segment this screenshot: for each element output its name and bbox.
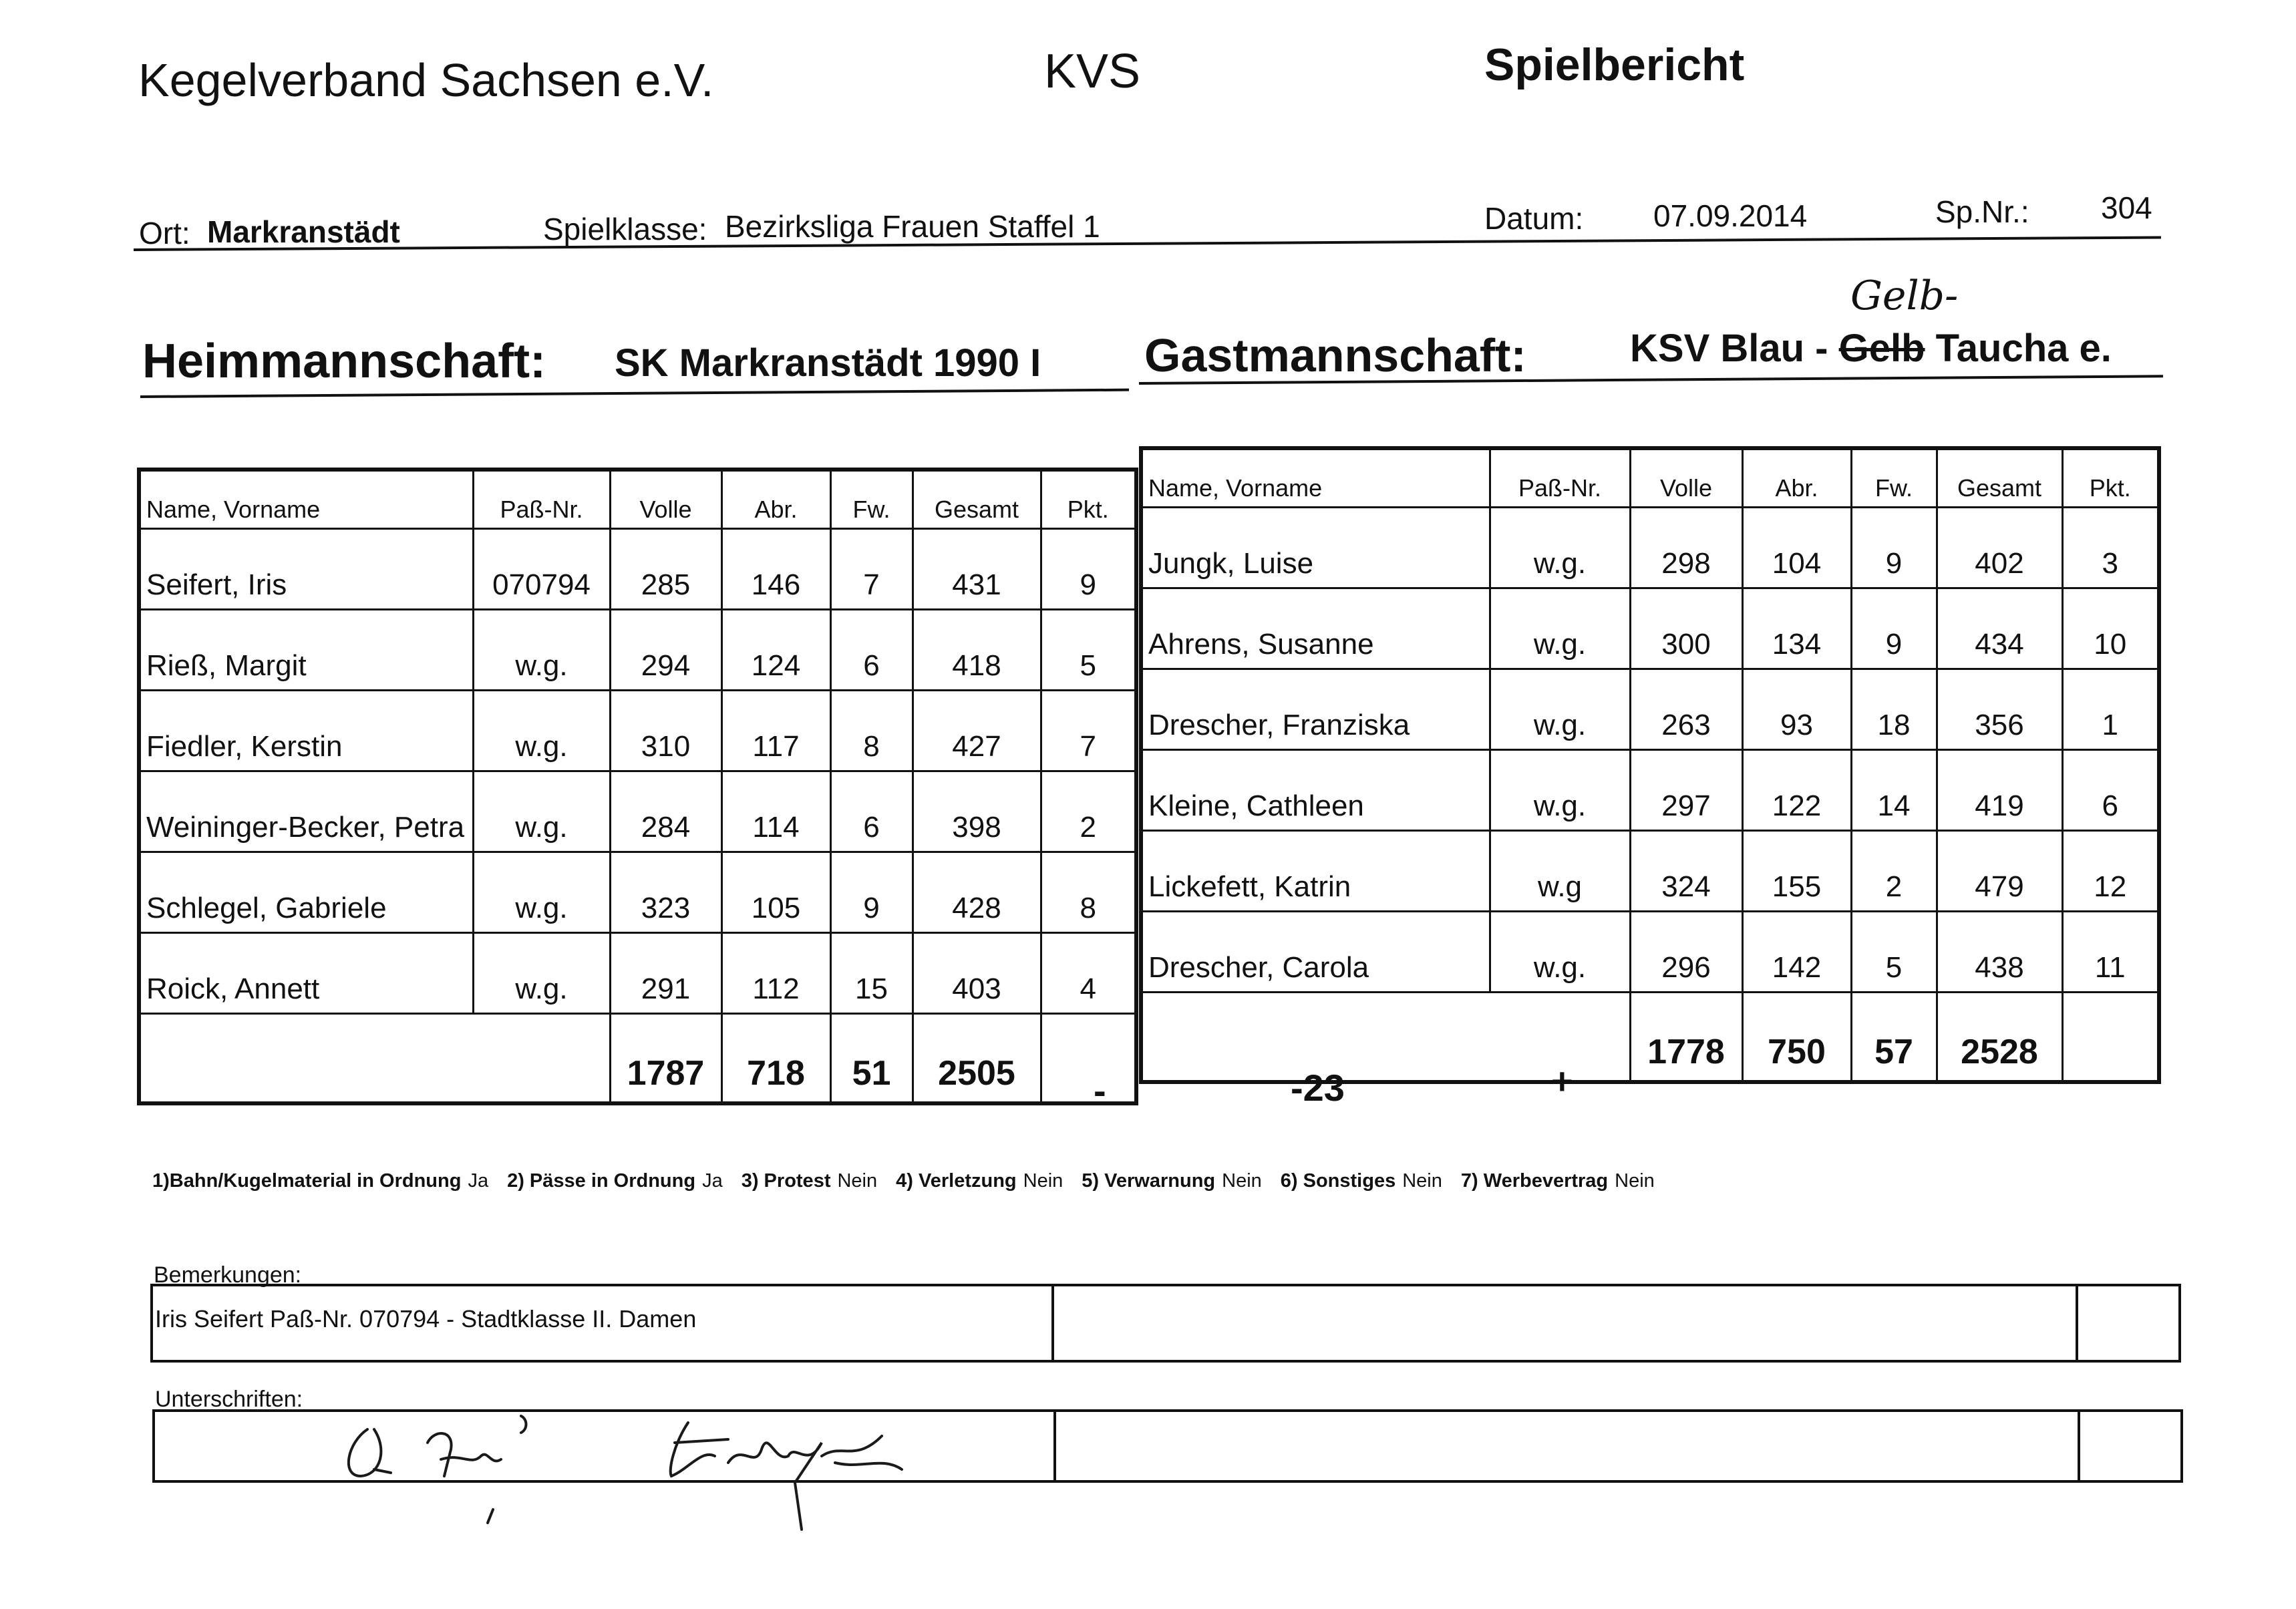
difference-minus-sign: -: [1094, 1069, 1106, 1111]
document-title: Spielbericht: [1484, 39, 1745, 90]
player-volle-cell: 298: [1630, 508, 1742, 588]
player-abr-cell: 93: [1742, 669, 1851, 750]
player-abr-cell: 134: [1742, 588, 1851, 669]
player-pass-cell: 070794: [473, 529, 610, 610]
player-volle-cell: 323: [610, 852, 721, 933]
player-fw-cell: 18: [1851, 669, 1937, 750]
guest-team-label: Gastmannschaft:: [1144, 329, 1526, 381]
spielklasse-label: Spielklasse:: [543, 212, 707, 246]
player-pkt-cell: 2: [1041, 771, 1136, 852]
player-name-cell: Lickefett, Katrin: [1141, 831, 1490, 912]
player-gesamt-cell: 402: [1937, 508, 2062, 588]
player-abr-cell: 124: [721, 610, 830, 691]
home-score-table: [137, 468, 1138, 1105]
player-gesamt-cell: 403: [913, 933, 1041, 1014]
player-name-cell: Schlegel, Gabriele: [139, 852, 473, 933]
spnr-value: 304: [2101, 190, 2152, 225]
player-fw-cell: 2: [1851, 831, 1937, 912]
player-pkt-cell: 9: [1041, 529, 1136, 610]
guest-total-volle: 1778: [1630, 993, 1742, 1083]
col-header-name: Name, Vorname: [1141, 448, 1490, 508]
player-gesamt-cell: 427: [913, 691, 1041, 771]
player-gesamt-cell: 356: [1937, 669, 2062, 750]
player-abr-cell: 105: [721, 852, 830, 933]
table-row: [139, 610, 1136, 691]
player-pass-cell: w.g.: [473, 852, 610, 933]
player-pass-cell: w.g.: [1490, 669, 1630, 750]
player-volle-cell: 263: [1630, 669, 1742, 750]
table-row: [1141, 588, 2159, 669]
checklist-answer: Nein: [1222, 1170, 1262, 1192]
signatures-box-divider: [2078, 1412, 2080, 1480]
checklist-question: 5) Verwarnung: [1082, 1170, 1216, 1192]
checklist-answer: Nein: [1023, 1170, 1063, 1192]
home-totals-row: [139, 1014, 1136, 1104]
handwritten-signatures: [327, 1403, 929, 1536]
player-pkt-cell: 12: [2062, 831, 2159, 912]
col-header-pass: Paß-Nr.: [473, 470, 610, 529]
player-name-cell: Fiedler, Kerstin: [139, 691, 473, 771]
col-header-volle: Volle: [610, 470, 721, 529]
col-header-fw: Fw.: [830, 470, 913, 529]
player-name-cell: Kleine, Cathleen: [1141, 750, 1490, 831]
table-row: [1141, 508, 2159, 588]
guest-team-suffix: Taucha e.: [1935, 327, 2112, 370]
checklist-question: 2) Pässe in Ordnung: [507, 1170, 696, 1192]
signatures-label: Unterschriften:: [155, 1387, 303, 1412]
signatures-box-divider: [1053, 1412, 1056, 1480]
table-row: [139, 852, 1136, 933]
player-pkt-cell: 11: [2062, 912, 2159, 993]
home-team-label: Heimmannschaft:: [142, 335, 546, 388]
player-abr-cell: 155: [1742, 831, 1851, 912]
checklist-question: 1)Bahn/Kugelmaterial in Ordnung: [152, 1170, 462, 1192]
handwritten-correction: Gelb-: [1850, 273, 1959, 319]
player-fw-cell: 5: [1851, 912, 1937, 993]
player-abr-cell: 112: [721, 933, 830, 1014]
player-fw-cell: 6: [830, 771, 913, 852]
player-pkt-cell: 7: [1041, 691, 1136, 771]
home-total-abr: 718: [721, 1014, 830, 1104]
player-pass-cell: w.g.: [1490, 750, 1630, 831]
player-pkt-cell: 4: [1041, 933, 1136, 1014]
meta-underline: [134, 236, 2161, 251]
checklist-answer: Ja: [702, 1170, 723, 1192]
table-header-row: [1141, 448, 2159, 508]
table-row: [139, 691, 1136, 771]
player-pkt-cell: 8: [1041, 852, 1136, 933]
checklist-answer: Nein: [1402, 1170, 1442, 1192]
difference-value: -23: [1291, 1067, 1345, 1109]
player-pkt-cell: 5: [1041, 610, 1136, 691]
player-volle-cell: 324: [1630, 831, 1742, 912]
player-abr-cell: 122: [1742, 750, 1851, 831]
player-fw-cell: 14: [1851, 750, 1937, 831]
table-row: [1141, 669, 2159, 750]
home-total-pkt: [1041, 1014, 1136, 1104]
player-pkt-cell: 6: [2062, 750, 2159, 831]
col-header-pass: Paß-Nr.: [1490, 448, 1630, 508]
datum-value: 07.09.2014: [1653, 198, 1808, 233]
totals-spacer: [139, 1014, 610, 1104]
player-pkt-cell: 3: [2062, 508, 2159, 588]
player-fw-cell: 7: [830, 529, 913, 610]
table-row: [139, 933, 1136, 1014]
spielklasse-value: Bezirksliga Frauen Staffel 1: [725, 209, 1100, 244]
col-header-abr: Abr.: [1742, 448, 1851, 508]
guest-total-abr: 750: [1742, 993, 1851, 1083]
player-pass-cell: w.g.: [1490, 912, 1630, 993]
player-abr-cell: 104: [1742, 508, 1851, 588]
col-header-fw: Fw.: [1851, 448, 1937, 508]
guest-score-table: [1139, 446, 2161, 1084]
remarks-text: Iris Seifert Paß-Nr. 070794 - Stadtklasse II. Damen: [155, 1305, 697, 1332]
player-volle-cell: 310: [610, 691, 721, 771]
player-abr-cell: 114: [721, 771, 830, 852]
checklist-answer: Ja: [468, 1170, 489, 1192]
player-fw-cell: 9: [1851, 508, 1937, 588]
guest-team-prefix: KSV Blau -: [1630, 327, 1828, 370]
col-header-gesamt: Gesamt: [913, 470, 1041, 529]
table-row: [1141, 912, 2159, 993]
guest-team-struck-word: Gelb: [1838, 327, 1925, 370]
table-header-row: [139, 470, 1136, 529]
checklist: [152, 1170, 1673, 1192]
player-volle-cell: 296: [1630, 912, 1742, 993]
player-pass-cell: w.g.: [1490, 588, 1630, 669]
datum-label: Datum:: [1484, 201, 1584, 236]
player-name-cell: Weininger-Becker, Petra: [139, 771, 473, 852]
player-gesamt-cell: 418: [913, 610, 1041, 691]
player-fw-cell: 15: [830, 933, 913, 1014]
organization-abbreviation: KVS: [1044, 45, 1141, 98]
remarks-label: Bemerkungen:: [154, 1262, 302, 1288]
player-fw-cell: 6: [830, 610, 913, 691]
player-pkt-cell: 1: [2062, 669, 2159, 750]
player-abr-cell: 117: [721, 691, 830, 771]
home-team-underline: [140, 389, 1129, 398]
player-gesamt-cell: 398: [913, 771, 1041, 852]
checklist-question: 4) Verletzung: [896, 1170, 1017, 1192]
table-row: [1141, 831, 2159, 912]
checklist-question: 7) Werbevertrag: [1460, 1170, 1609, 1192]
player-name-cell: Drescher, Carola: [1141, 912, 1490, 993]
player-abr-cell: 146: [721, 529, 830, 610]
table-row: [139, 771, 1136, 852]
player-fw-cell: 8: [830, 691, 913, 771]
home-team-name: SK Markranstädt 1990 I: [615, 341, 1041, 385]
col-header-pkt: Pkt.: [2062, 448, 2159, 508]
player-abr-cell: 142: [1742, 912, 1851, 993]
col-header-volle: Volle: [1630, 448, 1742, 508]
table-row: [139, 529, 1136, 610]
guest-total-gesamt: 2528: [1937, 993, 2062, 1083]
player-name-cell: Rieß, Margit: [139, 610, 473, 691]
guest-total-pkt: [2062, 993, 2159, 1083]
remarks-box-divider: [1051, 1286, 1054, 1360]
player-name-cell: Seifert, Iris: [139, 529, 473, 610]
player-gesamt-cell: 431: [913, 529, 1041, 610]
player-pass-cell: w.g.: [1490, 508, 1630, 588]
player-fw-cell: 9: [1851, 588, 1937, 669]
player-pkt-cell: 10: [2062, 588, 2159, 669]
player-name-cell: Jungk, Luise: [1141, 508, 1490, 588]
player-volle-cell: 291: [610, 933, 721, 1014]
guest-team-name: [1630, 326, 2112, 371]
col-header-pkt: Pkt.: [1041, 470, 1136, 529]
checklist-question: 6) Sonstiges: [1280, 1170, 1396, 1192]
player-gesamt-cell: 434: [1937, 588, 2062, 669]
player-volle-cell: 297: [1630, 750, 1742, 831]
home-total-volle: 1787: [610, 1014, 721, 1104]
home-total-gesamt: 2505: [913, 1014, 1041, 1104]
difference-plus-sign: +: [1551, 1060, 1573, 1102]
organization-name: Kegelverband Sachsen e.V.: [138, 54, 714, 106]
checklist-question: 3) Protest: [741, 1170, 831, 1192]
checklist-answer: Nein: [837, 1170, 878, 1192]
guest-total-fw: 57: [1851, 993, 1937, 1083]
player-gesamt-cell: 438: [1937, 912, 2062, 993]
player-name-cell: Roick, Annett: [139, 933, 473, 1014]
player-gesamt-cell: 479: [1937, 831, 2062, 912]
player-gesamt-cell: 419: [1937, 750, 2062, 831]
player-fw-cell: 9: [830, 852, 913, 933]
player-volle-cell: 285: [610, 529, 721, 610]
player-name-cell: Drescher, Franziska: [1141, 669, 1490, 750]
ort-label: Ort:: [139, 216, 190, 250]
player-volle-cell: 284: [610, 771, 721, 852]
player-pass-cell: w.g.: [473, 610, 610, 691]
remarks-box-divider: [2076, 1286, 2078, 1360]
player-pass-cell: w.g.: [473, 933, 610, 1014]
checklist-answer: Nein: [1615, 1170, 1655, 1192]
player-volle-cell: 300: [1630, 588, 1742, 669]
home-total-fw: 51: [830, 1014, 913, 1104]
player-name-cell: Ahrens, Susanne: [1141, 588, 1490, 669]
player-pass-cell: w.g: [1490, 831, 1630, 912]
player-volle-cell: 294: [610, 610, 721, 691]
player-gesamt-cell: 428: [913, 852, 1041, 933]
col-header-name: Name, Vorname: [139, 470, 473, 529]
player-pass-cell: w.g.: [473, 691, 610, 771]
col-header-gesamt: Gesamt: [1937, 448, 2062, 508]
ort-value: Markranstädt: [207, 214, 400, 249]
table-row: [1141, 750, 2159, 831]
col-header-abr: Abr.: [721, 470, 830, 529]
player-pass-cell: w.g.: [473, 771, 610, 852]
spnr-label: Sp.Nr.:: [1935, 194, 2029, 229]
